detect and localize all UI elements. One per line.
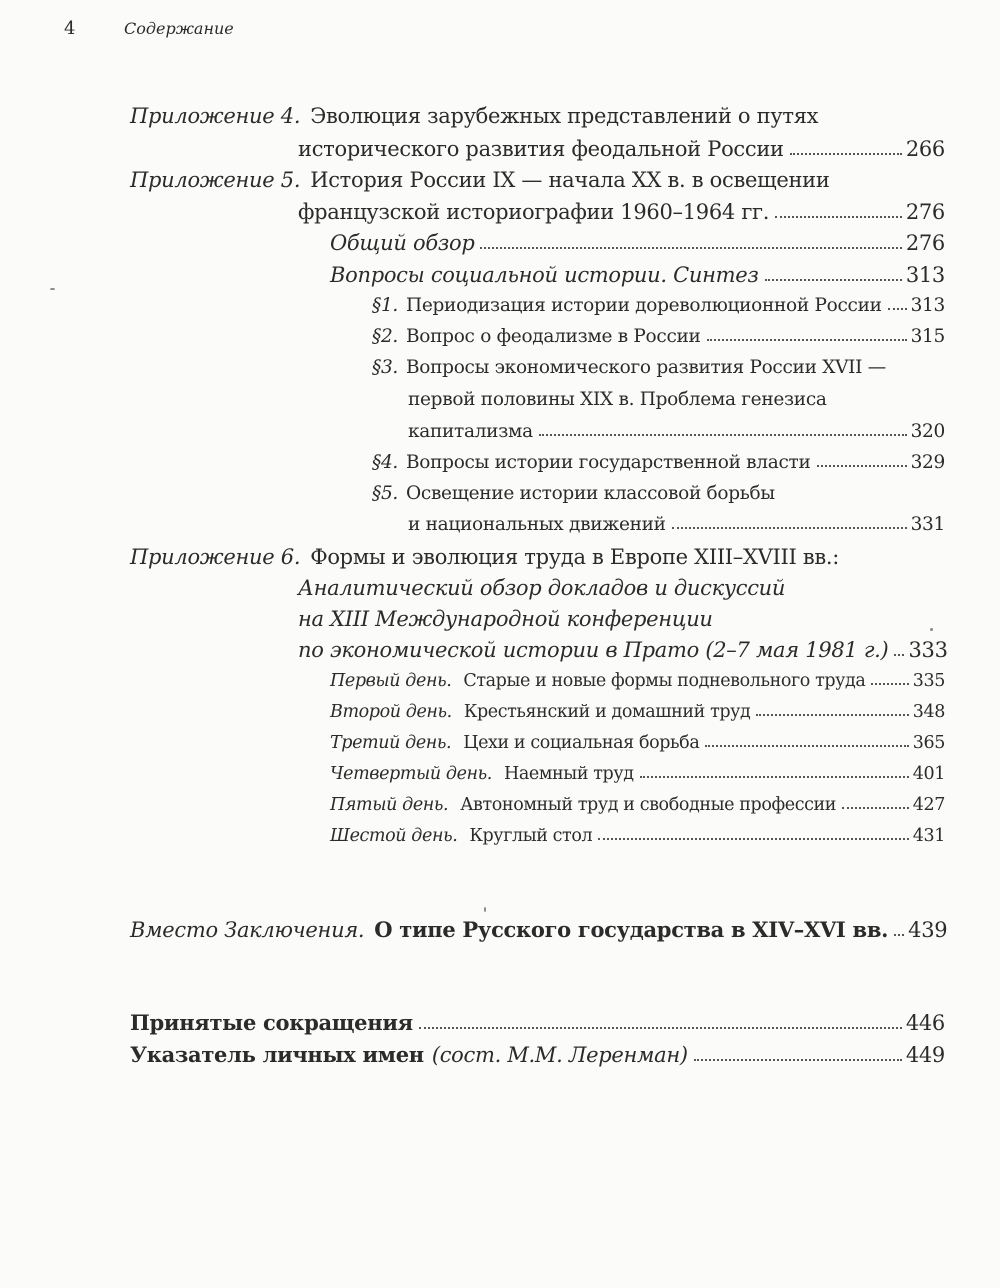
sub-title: Вопросы социальной истории. Синтез	[330, 263, 759, 287]
day-title: Автономный труд и свободные профессии	[460, 795, 837, 815]
page-ref: 335	[912, 671, 945, 691]
day-label: Второй день.	[330, 702, 452, 722]
leader-dots	[598, 834, 909, 840]
toc-section-5-line1[interactable]	[372, 483, 945, 504]
page-ref: 276	[905, 231, 945, 255]
toc-entry-app6-line3[interactable]	[298, 607, 945, 631]
leader-dots	[419, 1023, 902, 1029]
day-title: Наемный труд	[503, 764, 634, 784]
day-label: Третий день.	[330, 733, 452, 753]
toc-section-4[interactable]	[372, 452, 945, 473]
toc-section-3-line2[interactable]	[408, 389, 945, 410]
leader-dots	[707, 335, 907, 341]
day-label: Четвертый день.	[330, 764, 492, 784]
toc-entry-index[interactable]	[130, 1042, 945, 1067]
toc-entry-app5-line1[interactable]	[130, 168, 945, 192]
entry-title-cont: по экономической истории в Прато (2–7 мая 1981 г.)	[298, 638, 889, 662]
entry-title: О типе Русского государства в XIV–XVI вв.	[374, 917, 889, 942]
section-title: Периодизация истории дореволюционной России	[406, 295, 882, 316]
section-title: Освещение истории классовой борьбы	[406, 483, 775, 504]
toc-section-3-line3[interactable]	[408, 421, 945, 442]
leader-dots	[539, 430, 907, 436]
entry-title: История России IX — начала XX в. в освещении	[310, 168, 830, 192]
leader-dots	[894, 650, 904, 656]
toc-entry-abbreviations[interactable]	[130, 1010, 945, 1035]
sub-title: Общий обзор	[330, 231, 475, 255]
leader-dots	[765, 275, 902, 281]
page-ref: 365	[912, 733, 945, 753]
day-label: Шестой день.	[330, 826, 458, 846]
section-title-cont: и национальных движений	[408, 514, 666, 535]
leader-dots	[705, 741, 908, 747]
toc-section-2[interactable]	[372, 326, 945, 347]
scan-speck	[50, 288, 55, 290]
toc-section-1[interactable]	[372, 295, 945, 316]
leader-dots	[775, 212, 902, 218]
toc-day-6[interactable]	[330, 826, 945, 846]
entry-title-cont: на XIII Международной конференции	[298, 607, 713, 631]
section-mark: §3.	[372, 357, 399, 378]
page-ref: 315	[910, 326, 945, 347]
page-ref: 348	[912, 702, 945, 722]
leader-dots	[842, 803, 909, 809]
leader-dots	[790, 149, 902, 155]
entry-title: Формы и эволюция труда в Европе XIII–XVIII вв.:	[310, 545, 840, 569]
entry-note: (сост. М.М. Леренман)	[431, 1043, 688, 1067]
entry-title: Эволюция зарубежных представлений о путях	[310, 104, 819, 128]
toc-day-4[interactable]	[330, 764, 945, 784]
entry-label: Приложение 5.	[130, 168, 301, 192]
leader-dots	[480, 243, 901, 249]
section-title-cont: первой половины XIX в. Проблема генезиса	[408, 389, 827, 410]
day-title: Старые и новые формы подневольного труда	[463, 671, 866, 691]
entry-label: Приложение 4.	[130, 104, 301, 128]
page-ref: 446	[905, 1011, 945, 1035]
page-ref: 427	[912, 795, 945, 815]
day-label: Пятый день.	[330, 795, 449, 815]
toc-sub-social-history[interactable]	[330, 263, 945, 287]
day-title: Цехи и социальная борьба	[463, 733, 700, 753]
page-ref: 333	[908, 638, 948, 662]
leader-dots	[694, 1055, 902, 1061]
leader-dots	[888, 304, 907, 310]
toc-sub-overview[interactable]	[330, 231, 945, 255]
section-title: Вопросы экономического развития России XVII —	[406, 357, 886, 378]
entry-label: Приложение 6.	[130, 545, 301, 569]
page-ref: 439	[908, 918, 948, 942]
leader-dots	[756, 710, 908, 716]
entry-title: Принятые сокращения	[130, 1010, 413, 1035]
leader-dots	[672, 523, 907, 529]
toc-section-5-line2[interactable]	[408, 514, 945, 535]
section-title: Вопросы истории государственной власти	[406, 452, 811, 473]
running-title: Содержание	[124, 19, 234, 38]
toc-entry-app6-line2[interactable]	[298, 576, 945, 600]
toc-section-3-line1[interactable]	[372, 357, 945, 378]
page-ref: 276	[905, 200, 945, 224]
page-ref: 320	[910, 421, 945, 442]
toc-entry-app6-line1[interactable]	[130, 545, 945, 569]
entry-title-cont: французской историографии 1960–1964 гг.	[298, 200, 770, 224]
page-number: 4	[64, 18, 76, 39]
leader-dots	[817, 461, 907, 467]
scan-speck	[930, 628, 933, 631]
section-mark: §5.	[372, 483, 399, 504]
entry-label: Вместо Заключения.	[130, 918, 365, 942]
leader-dots	[871, 679, 908, 685]
section-mark: §1.	[372, 295, 399, 316]
toc-day-3[interactable]	[330, 733, 945, 753]
day-title: Крестьянский и домашний труд	[463, 702, 751, 722]
toc-day-2[interactable]	[330, 702, 945, 722]
section-title-cont: капитализма	[408, 421, 533, 442]
toc-entry-app6-line4[interactable]	[298, 638, 948, 662]
toc-entry-app4-line2[interactable]	[298, 137, 945, 161]
toc-day-5[interactable]	[330, 795, 945, 815]
page-ref: 331	[910, 514, 945, 535]
day-label: Первый день.	[330, 671, 452, 691]
toc-entry-app5-line2[interactable]	[298, 200, 945, 224]
section-mark: §4.	[372, 452, 399, 473]
toc-entry-conclusion[interactable]	[130, 917, 948, 942]
leader-dots	[894, 930, 904, 936]
page-ref: 329	[910, 452, 945, 473]
page-ref: 431	[912, 826, 945, 846]
entry-title-cont: исторического развития феодальной России	[298, 137, 784, 161]
toc-day-1[interactable]	[330, 671, 945, 691]
entry-title: Указатель личных имен	[130, 1042, 424, 1067]
page-header	[64, 18, 234, 48]
toc-entry-app4-line1[interactable]	[130, 104, 945, 128]
section-mark: §2.	[372, 326, 399, 347]
scan-speck	[484, 907, 486, 912]
entry-title-cont: Аналитический обзор докладов и дискуссий	[298, 576, 786, 600]
page-ref: 313	[910, 295, 945, 316]
page-ref: 313	[905, 263, 945, 287]
page-ref: 449	[905, 1043, 945, 1067]
day-title: Круглый стол	[469, 826, 593, 846]
page-ref: 401	[912, 764, 945, 784]
page-ref: 266	[905, 137, 945, 161]
leader-dots	[640, 772, 909, 778]
section-title: Вопрос о феодализме в России	[406, 326, 701, 347]
